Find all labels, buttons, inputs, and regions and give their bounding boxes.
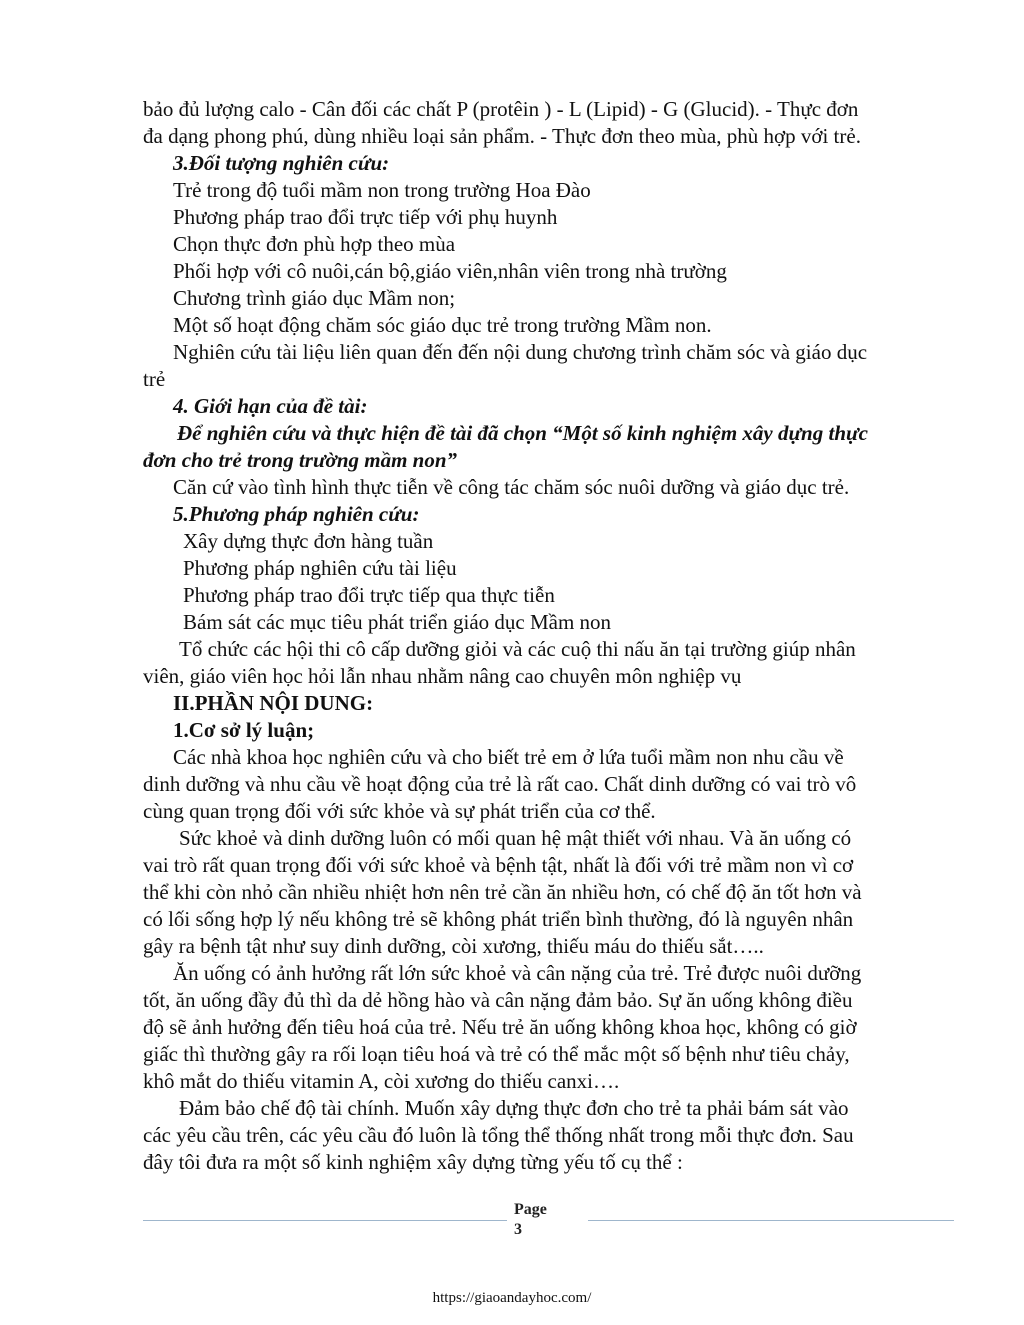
text-line: Sức khoẻ và dinh dưỡng luôn có mối quan hệ mật thiết với nhau. Và ăn uống có: [179, 826, 852, 850]
list-item: Phương pháp trao đổi trực tiếp qua thực tiễn: [183, 583, 555, 607]
list-item: Phương pháp trao đổi trực tiếp với phụ huynh: [173, 205, 558, 229]
text-line: Căn cứ vào tình hình thực tiễn về công tác chăm sóc nuôi dưỡng và giáo dục trẻ.: [173, 475, 850, 499]
text-line: Đảm bảo chế độ tài chính. Muốn xây dựng thực đơn cho trẻ ta phải bám sát vào: [179, 1096, 849, 1120]
text-line: cùng quan trọng đối với sức khỏe và sự phát triển của cơ thể.: [143, 799, 656, 823]
text-line: bảo đủ lượng calo - Cân đối các chất P (protêin ) - L (Lipid) - G (Glucid). - Thực đơn: [143, 97, 859, 121]
text-line: Các nhà khoa học nghiên cứu và cho biết trẻ em ở lứa tuổi mầm non nhu cầu về: [173, 745, 844, 769]
list-item: Phương pháp nghiên cứu tài liệu: [183, 556, 457, 580]
list-item: Phối hợp với cô nuôi,cán bộ,giáo viên,nhân viên trong nhà trường: [173, 259, 727, 283]
footer-divider-left: [143, 1220, 507, 1221]
subsection-heading: 1.Cơ sở lý luận;: [173, 718, 315, 742]
page-footer: [0, 1198, 1024, 1248]
source-url[interactable]: https://giaoandayhoc.com/: [432, 1290, 592, 1306]
page-number: [514, 1200, 547, 1240]
text-line: Tổ chức các hội thi cô cấp dưỡng giỏi và các cuộ thi nấu ăn tại trường giúp nhân: [179, 637, 856, 661]
text-line: thể khi còn nhỏ cần nhiều nhiệt hơn nên trẻ cần ăn nhiều hơn, có chế độ ăn tốt hơn và: [143, 880, 862, 904]
document-body: [143, 96, 945, 1176]
footer-divider-right: [588, 1220, 954, 1221]
text-line: các yêu cầu trên, các yêu cầu đó luôn là tổng thể thống nhất trong mỗi thực đơn. Sau: [143, 1123, 854, 1147]
section-heading-4: 4. Giới hạn của đề tài:: [173, 394, 368, 418]
topic-quote: Để nghiên cứu và thực hiện đề tài đã chọn “Một số kinh nghiệm xây dựng thực: [177, 421, 868, 445]
list-item: Xây dựng thực đơn hàng tuần: [183, 529, 434, 553]
list-item: Chương trình giáo dục Mầm non;: [173, 286, 456, 310]
text-line: Ăn uống có ảnh hưởng rất lớn sức khoẻ và cân nặng của trẻ. Trẻ được nuôi dưỡng: [173, 961, 862, 985]
text-line: gây ra bệnh tật như suy dinh dưỡng, còi xương, thiếu máu do thiếu sắt…..: [143, 934, 764, 958]
list-item: Trẻ trong độ tuổi mầm non trong trường Hoa Đào: [173, 178, 591, 202]
list-item: Một số hoạt động chăm sóc giáo dục trẻ trong trường Mầm non.: [173, 313, 712, 337]
text-line: đa dạng phong phú, dùng nhiều loại sản phẩm. - Thực đơn theo mùa, phù hợp với trẻ.: [143, 124, 861, 148]
part-heading: II.PHẦN NỘI DUNG:: [173, 691, 374, 715]
section-heading-3: 3.Đối tượng nghiên cứu:: [173, 151, 390, 175]
text-line: vai trò rất quan trọng đối với sức khoẻ và bệnh tật, nhất là đối với trẻ mầm non vì cơ: [143, 853, 854, 877]
text-line: độ sẽ ảnh hưởng đến tiêu hoá của trẻ. Nếu trẻ ăn uống không khoa học, không có giờ: [143, 1015, 857, 1039]
section-heading-5: 5.Phương pháp nghiên cứu:: [173, 502, 420, 526]
text-line: dinh dưỡng và nhu cầu về hoạt động của trẻ là rất cao. Chất dinh dưỡng có vai trò vô: [143, 772, 857, 796]
text-line: có lối sống hợp lý nếu không trẻ sẽ không phát triển bình thường, đó là nguyên nhân: [143, 907, 854, 931]
text-line: khô mắt do thiếu vitamin A, còi xương do thiếu canxi….: [143, 1069, 620, 1093]
topic-quote: đơn cho trẻ trong trường mầm non”: [143, 448, 458, 472]
text-line: viên, giáo viên học hỏi lẫn nhau nhằm nâng cao chuyên môn nghiệp vụ: [143, 664, 742, 688]
list-item: Chọn thực đơn phù hợp theo mùa: [173, 232, 456, 256]
text-line: tốt, ăn uống đầy đủ thì da dẻ hồng hào và cân nặng đảm bảo. Sự ăn uống không điều: [143, 988, 853, 1012]
list-item: Bám sát các mục tiêu phát triển giáo dục Mầm non: [183, 610, 612, 634]
page-word: Page: [514, 1201, 547, 1218]
text-line: đây tôi đưa ra một số kinh nghiệm xây dựng từng yếu tố cụ thể :: [143, 1150, 683, 1174]
text-line: giấc thì thường gây ra rối loạn tiêu hoá và trẻ có thể mắc một số bệnh như tiêu chảy,: [143, 1042, 850, 1066]
list-item: Nghiên cứu tài liệu liên quan đến đến nội dung chương trình chăm sóc và giáo dục: [173, 340, 868, 364]
page-number-value: 3: [514, 1221, 522, 1238]
text-line: trẻ: [143, 367, 166, 391]
